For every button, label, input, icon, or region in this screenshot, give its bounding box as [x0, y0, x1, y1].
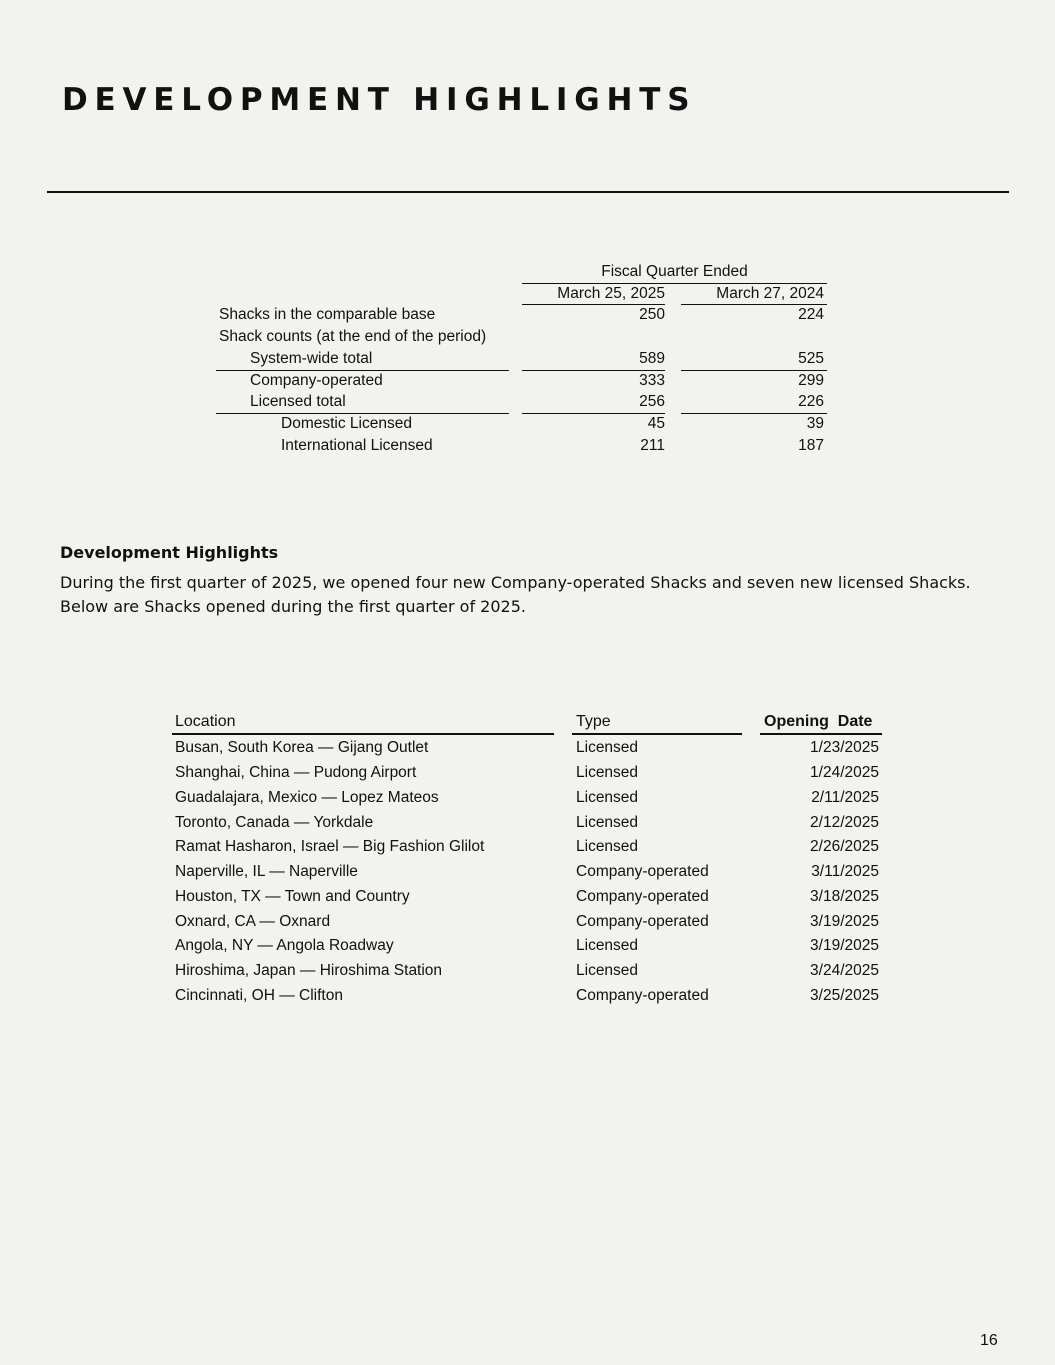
row-value-2025: 45 — [647, 415, 665, 432]
row-value-2024: 299 — [798, 372, 824, 389]
opening-date: 1/24/2025 — [810, 764, 879, 781]
row-label: Domestic Licensed — [281, 415, 412, 432]
opening-type: Company-operated — [576, 863, 709, 880]
row-value-2024: 39 — [806, 415, 824, 432]
opening-type: Licensed — [576, 937, 639, 954]
row-label: Shack counts (at the end of the period) — [219, 328, 487, 345]
opening-type: Licensed — [576, 739, 639, 756]
opening-date: 3/24/2025 — [810, 962, 879, 979]
row-value-2025: 211 — [640, 437, 665, 454]
row-label: Company-operated — [250, 372, 383, 389]
opening-date: 3/11/2025 — [811, 863, 879, 880]
header-opening-date: Opening Date — [764, 713, 873, 730]
row-label: Shacks in the comparable base — [219, 306, 436, 323]
row-label: System-wide total — [250, 350, 373, 367]
opening-location: Busan, South Korea — Gijang Outlet — [175, 739, 429, 756]
opening-date: 1/23/2025 — [810, 739, 879, 756]
page-title: DEVELOPMENT HIGHLIGHTS — [62, 82, 697, 118]
opening-date: 2/11/2025 — [811, 789, 879, 806]
opening-location: Hiroshima, Japan — Hiroshima Station — [175, 962, 443, 979]
opening-location: Oxnard, CA — Oxnard — [175, 913, 331, 930]
opening-location: Ramat Hasharon, Israel — Big Fashion Glilot — [175, 838, 485, 855]
row-value-2025: 589 — [639, 350, 665, 367]
opening-location: Shanghai, China — Pudong Airport — [175, 764, 417, 781]
row-value-2024: 525 — [798, 350, 824, 367]
row-value-2025: 250 — [639, 306, 665, 323]
section-paragraph: During the first quarter of 2025, we opened four new Company-operated Shacks and seven new licensed Shacks. Below are Shacks opened during the first quarter of 2025. — [60, 573, 971, 616]
header-location: Location — [175, 713, 236, 730]
opening-type: Licensed — [576, 764, 639, 781]
header-type: Type — [576, 713, 611, 730]
row-label: International Licensed — [281, 437, 433, 454]
opening-date: 3/25/2025 — [810, 987, 879, 1004]
group-header: Fiscal Quarter Ended — [601, 263, 748, 280]
opening-date: 2/26/2025 — [810, 838, 879, 855]
opening-location: Houston, TX — Town and Country — [175, 888, 410, 905]
row-value-2025: 333 — [639, 372, 665, 389]
opening-type: Company-operated — [576, 987, 709, 1004]
opening-date: 3/19/2025 — [810, 913, 879, 930]
page-number: 16 — [980, 1332, 998, 1349]
opening-location: Naperville, IL — Naperville — [175, 863, 358, 880]
opening-type: Licensed — [576, 814, 639, 831]
row-value-2024: 226 — [798, 393, 824, 410]
opening-location: Angola, NY — Angola Roadway — [175, 937, 394, 954]
opening-location: Toronto, Canada — Yorkdale — [175, 814, 374, 831]
opening-type: Company-operated — [576, 888, 709, 905]
section-heading: Development Highlights — [60, 543, 279, 562]
row-value-2024: 224 — [798, 306, 824, 323]
opening-date: 2/12/2025 — [810, 814, 879, 831]
opening-date: 3/19/2025 — [810, 937, 879, 954]
row-value-2024: 187 — [798, 437, 824, 454]
row-value-2025: 256 — [639, 393, 665, 410]
opening-type: Company-operated — [576, 913, 709, 930]
opening-location: Cincinnati, OH — Clifton — [175, 987, 343, 1004]
title-divider — [47, 191, 1009, 193]
column-header-2024: March 27, 2024 — [716, 285, 824, 302]
opening-type: Licensed — [576, 962, 639, 979]
opening-type: Licensed — [576, 789, 639, 806]
opening-type: Licensed — [576, 838, 639, 855]
opening-date: 3/18/2025 — [810, 888, 879, 905]
row-label: Licensed total — [250, 393, 346, 410]
column-header-2025: March 25, 2025 — [557, 285, 665, 302]
opening-location: Guadalajara, Mexico — Lopez Mateos — [175, 789, 439, 806]
